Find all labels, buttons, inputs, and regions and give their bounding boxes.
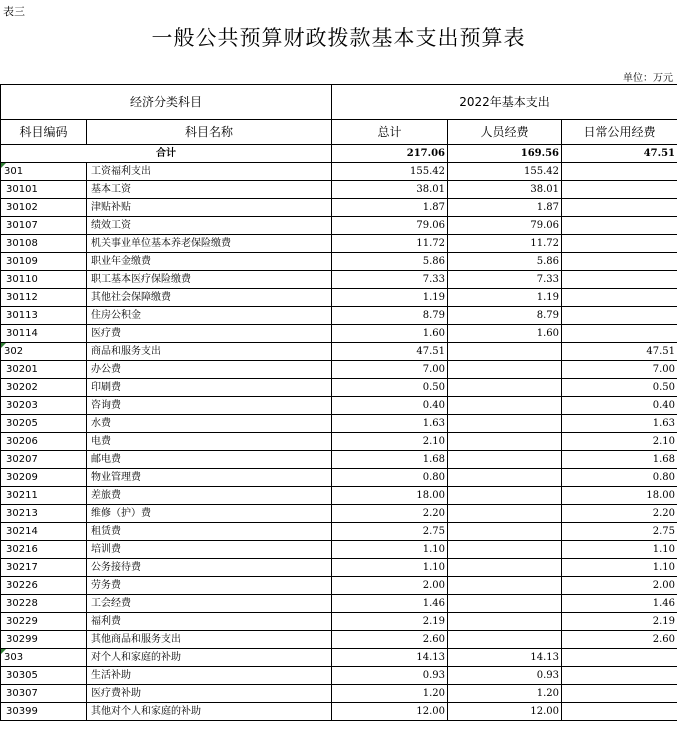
row-personnel (448, 559, 562, 577)
table-row (1, 613, 677, 631)
header-personnel: 人员经费 (448, 120, 562, 145)
row-total: 79.06 (332, 217, 448, 235)
row-code: 30107 (1, 217, 87, 235)
row-name: 福利费 (87, 613, 332, 631)
header-public: 日常公用经费 (562, 120, 677, 145)
row-total: 2.00 (332, 577, 448, 595)
table-row (1, 289, 677, 307)
row-code: 30203 (1, 397, 87, 415)
row-name: 其他商品和服务支出 (87, 631, 332, 649)
table-row (1, 235, 677, 253)
table-row (1, 487, 677, 505)
row-public: 18.00 (562, 487, 677, 505)
table-row (1, 397, 677, 415)
row-personnel (448, 523, 562, 541)
row-name: 对个人和家庭的补助 (87, 649, 332, 667)
row-personnel (448, 361, 562, 379)
row-name: 商品和服务支出 (87, 343, 332, 361)
row-public (562, 271, 677, 289)
row-total: 11.72 (332, 235, 448, 253)
row-total: 1.10 (332, 541, 448, 559)
row-public (562, 253, 677, 271)
row-public: 0.50 (562, 379, 677, 397)
row-personnel (448, 451, 562, 469)
row-code: 30110 (1, 271, 87, 289)
row-total: 0.40 (332, 397, 448, 415)
table-row (1, 505, 677, 523)
row-name: 差旅费 (87, 487, 332, 505)
row-code: 30214 (1, 523, 87, 541)
row-personnel (448, 541, 562, 559)
row-public: 1.46 (562, 595, 677, 613)
table-row (1, 379, 677, 397)
row-name: 职工基本医疗保险缴费 (87, 271, 332, 289)
row-total: 1.20 (332, 685, 448, 703)
row-public: 2.00 (562, 577, 677, 595)
row-code: 30207 (1, 451, 87, 469)
cell-marker-icon (1, 343, 6, 348)
row-code: 30108 (1, 235, 87, 253)
budget-table (0, 84, 677, 721)
table-row (1, 325, 677, 343)
row-name: 劳务费 (87, 577, 332, 595)
row-code: 30217 (1, 559, 87, 577)
row-total: 1.68 (332, 451, 448, 469)
row-total: 7.00 (332, 361, 448, 379)
row-code: 30213 (1, 505, 87, 523)
row-total: 2.20 (332, 505, 448, 523)
row-name: 医疗费 (87, 325, 332, 343)
row-total: 2.75 (332, 523, 448, 541)
row-name: 租赁费 (87, 523, 332, 541)
row-public (562, 199, 677, 217)
header-name: 科目名称 (87, 120, 332, 145)
row-public: 1.68 (562, 451, 677, 469)
row-public (562, 289, 677, 307)
row-total: 0.80 (332, 469, 448, 487)
table-row (1, 271, 677, 289)
cell-marker-icon (1, 649, 6, 654)
row-name: 绩效工资 (87, 217, 332, 235)
row-personnel (448, 415, 562, 433)
row-public (562, 703, 677, 721)
table-row (1, 433, 677, 451)
table-row (1, 523, 677, 541)
table-row (1, 469, 677, 487)
row-code: 30109 (1, 253, 87, 271)
header-economic-classification: 经济分类科目 (1, 85, 332, 120)
row-code: 30307 (1, 685, 87, 703)
row-total: 0.50 (332, 379, 448, 397)
row-public: 1.10 (562, 541, 677, 559)
cell-marker-icon (1, 163, 6, 168)
row-code: 303 (1, 649, 87, 667)
total-row (1, 145, 677, 163)
row-public (562, 667, 677, 685)
row-name: 津贴补贴 (87, 199, 332, 217)
row-public: 47.51 (562, 343, 677, 361)
row-code: 30102 (1, 199, 87, 217)
row-personnel: 79.06 (448, 217, 562, 235)
row-total: 1.46 (332, 595, 448, 613)
row-code: 30228 (1, 595, 87, 613)
row-name: 咨询费 (87, 397, 332, 415)
header-code: 科目编码 (1, 120, 87, 145)
row-total: 2.10 (332, 433, 448, 451)
row-public: 0.40 (562, 397, 677, 415)
row-personnel (448, 613, 562, 631)
row-code: 30305 (1, 667, 87, 685)
row-code: 30202 (1, 379, 87, 397)
row-code: 30201 (1, 361, 87, 379)
row-total: 5.86 (332, 253, 448, 271)
row-total: 1.10 (332, 559, 448, 577)
row-personnel: 38.01 (448, 181, 562, 199)
row-public (562, 307, 677, 325)
row-personnel: 0.93 (448, 667, 562, 685)
budget-table-body (1, 85, 677, 721)
header-row-group (1, 85, 677, 120)
row-public (562, 235, 677, 253)
header-basic-expenditure-2022: 2022年基本支出 (332, 85, 677, 120)
table-row (1, 703, 677, 721)
table-row (1, 595, 677, 613)
row-personnel (448, 469, 562, 487)
table-row (1, 361, 677, 379)
row-name: 住房公积金 (87, 307, 332, 325)
row-total: 2.60 (332, 631, 448, 649)
table-row (1, 541, 677, 559)
row-personnel: 1.87 (448, 199, 562, 217)
total-sum: 217.06 (332, 145, 448, 163)
row-code: 30114 (1, 325, 87, 343)
row-public (562, 685, 677, 703)
row-name: 水费 (87, 415, 332, 433)
row-name: 其他对个人和家庭的补助 (87, 703, 332, 721)
row-public (562, 163, 677, 181)
row-name: 工资福利支出 (87, 163, 332, 181)
row-total: 1.60 (332, 325, 448, 343)
row-name: 办公费 (87, 361, 332, 379)
row-public (562, 325, 677, 343)
unit-label: 单位：万元 (623, 73, 673, 84)
row-total: 38.01 (332, 181, 448, 199)
total-personnel: 169.56 (448, 145, 562, 163)
row-code: 30113 (1, 307, 87, 325)
row-total: 18.00 (332, 487, 448, 505)
row-public: 2.19 (562, 613, 677, 631)
row-personnel: 7.33 (448, 271, 562, 289)
total-label: 合计 (1, 145, 332, 163)
table-row (1, 181, 677, 199)
row-name: 其他社会保障缴费 (87, 289, 332, 307)
table-row (1, 415, 677, 433)
row-personnel (448, 397, 562, 415)
row-total: 14.13 (332, 649, 448, 667)
row-personnel (448, 595, 562, 613)
row-personnel: 14.13 (448, 649, 562, 667)
row-code: 30206 (1, 433, 87, 451)
row-total: 12.00 (332, 703, 448, 721)
row-code: 30101 (1, 181, 87, 199)
table-row (1, 577, 677, 595)
row-total: 7.33 (332, 271, 448, 289)
row-code: 30229 (1, 613, 87, 631)
row-personnel (448, 505, 562, 523)
row-code: 30209 (1, 469, 87, 487)
table-row (1, 631, 677, 649)
row-personnel: 155.42 (448, 163, 562, 181)
table-row (1, 451, 677, 469)
row-code: 30112 (1, 289, 87, 307)
page-title: 一般公共预算财政拨款基本支出预算表 (151, 26, 526, 50)
row-total: 47.51 (332, 343, 448, 361)
row-personnel (448, 379, 562, 397)
row-name: 邮电费 (87, 451, 332, 469)
row-code: 30211 (1, 487, 87, 505)
header-row-columns (1, 120, 677, 145)
table-row (1, 217, 677, 235)
row-personnel: 11.72 (448, 235, 562, 253)
row-personnel (448, 343, 562, 361)
row-code: 30216 (1, 541, 87, 559)
row-personnel (448, 487, 562, 505)
row-code: 302 (1, 343, 87, 361)
row-personnel: 8.79 (448, 307, 562, 325)
table-row (1, 343, 677, 361)
table-row (1, 667, 677, 685)
header-total: 总计 (332, 120, 448, 145)
row-public: 1.10 (562, 559, 677, 577)
row-personnel: 1.19 (448, 289, 562, 307)
row-total: 1.19 (332, 289, 448, 307)
row-total: 1.87 (332, 199, 448, 217)
row-personnel: 5.86 (448, 253, 562, 271)
row-name: 培训费 (87, 541, 332, 559)
row-name: 医疗费补助 (87, 685, 332, 703)
row-public: 1.63 (562, 415, 677, 433)
row-total: 8.79 (332, 307, 448, 325)
table-row (1, 163, 677, 181)
table-row (1, 649, 677, 667)
row-code: 30226 (1, 577, 87, 595)
row-total: 155.42 (332, 163, 448, 181)
row-code: 30299 (1, 631, 87, 649)
table-row (1, 685, 677, 703)
row-personnel (448, 631, 562, 649)
row-code: 301 (1, 163, 87, 181)
table-row (1, 199, 677, 217)
table-row (1, 253, 677, 271)
row-code: 30399 (1, 703, 87, 721)
total-public: 47.51 (562, 145, 677, 163)
row-name: 机关事业单位基本养老保险缴费 (87, 235, 332, 253)
row-name: 电费 (87, 433, 332, 451)
row-total: 2.19 (332, 613, 448, 631)
row-personnel (448, 577, 562, 595)
row-public (562, 217, 677, 235)
row-public: 2.10 (562, 433, 677, 451)
row-personnel: 1.60 (448, 325, 562, 343)
row-personnel: 1.20 (448, 685, 562, 703)
row-personnel: 12.00 (448, 703, 562, 721)
row-name: 职业年金缴费 (87, 253, 332, 271)
row-name: 物业管理费 (87, 469, 332, 487)
row-name: 生活补助 (87, 667, 332, 685)
row-total: 0.93 (332, 667, 448, 685)
row-name: 工会经费 (87, 595, 332, 613)
row-name: 公务接待费 (87, 559, 332, 577)
table-row (1, 307, 677, 325)
row-public: 2.75 (562, 523, 677, 541)
row-name: 基本工资 (87, 181, 332, 199)
row-total: 1.63 (332, 415, 448, 433)
row-name: 维修（护）费 (87, 505, 332, 523)
row-public (562, 181, 677, 199)
row-public: 7.00 (562, 361, 677, 379)
row-public: 0.80 (562, 469, 677, 487)
row-code: 30205 (1, 415, 87, 433)
table-number-label: 表三 (3, 5, 25, 18)
row-name: 印刷费 (87, 379, 332, 397)
table-row (1, 559, 677, 577)
row-public: 2.20 (562, 505, 677, 523)
row-personnel (448, 433, 562, 451)
row-public: 2.60 (562, 631, 677, 649)
row-public (562, 649, 677, 667)
